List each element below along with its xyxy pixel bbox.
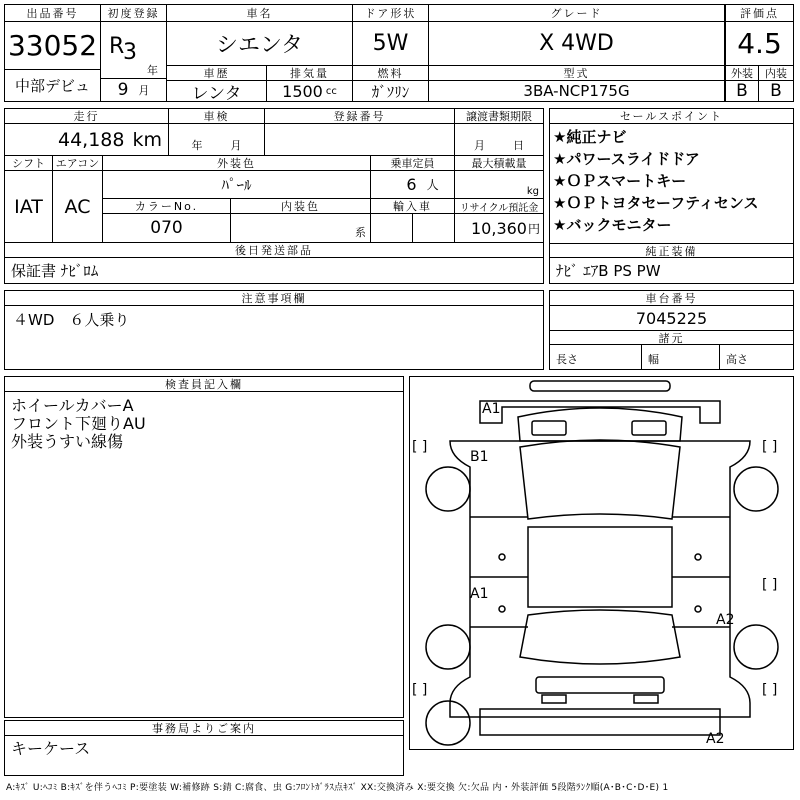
interior-color-label: 内装色 [231, 199, 371, 214]
inspection-year-unit: 年 [191, 139, 203, 152]
shift-label: シフト [5, 156, 53, 171]
load-label: 最大積載量 [455, 156, 543, 171]
score-value: 4.5 [725, 22, 793, 66]
displacement-unit: cc [325, 85, 337, 97]
color-no-label: カラーNo. [103, 199, 231, 214]
import-label: 輸入車 [371, 199, 455, 214]
headlight-left-shape [532, 421, 566, 435]
notes-block [4, 290, 544, 370]
model: 3BA-NCP175G [429, 81, 725, 101]
inspector-block [4, 376, 404, 718]
recycle-unit: 円 [527, 221, 540, 236]
displacement: 1500 [282, 81, 323, 101]
ac-label: エアコン [53, 156, 103, 171]
transfer-month-unit: 月 [474, 139, 485, 152]
interior-score: B [770, 81, 782, 101]
capacity: 6 [406, 175, 417, 194]
grade-label: グレード [429, 5, 725, 22]
first-reg-label: 初度登録 [101, 5, 167, 22]
door-handle-shape [695, 606, 701, 612]
wheel-front-left-shape [426, 467, 470, 511]
history-label: 車歴 [167, 66, 267, 81]
exterior-label: 外装 [725, 66, 759, 81]
capacity-unit: 人 [426, 178, 439, 192]
first-reg-year-cell [101, 22, 167, 78]
displacement-cell [267, 81, 353, 101]
office-label: 事務局よりご案内 [5, 721, 403, 736]
sales-point: ★ＯＰスマートキー [553, 172, 687, 190]
damage-mark-a1-top: A1 [482, 401, 501, 417]
details-block [4, 108, 544, 284]
wheel-rear-left-shape [426, 625, 470, 669]
width-label: 幅 [642, 345, 720, 369]
inspector-line: 外装うすい線傷 [11, 432, 124, 451]
reg-month: 9 [117, 80, 129, 100]
recycle-cell [455, 214, 543, 243]
door-label: ドア形状 [353, 5, 429, 22]
interior-color-unit: 系 [355, 226, 366, 239]
import-cell-b [413, 214, 455, 243]
office-text: キーケース [11, 739, 91, 758]
era: R [109, 34, 125, 59]
bracket-rear-left: [ ] [412, 682, 428, 698]
notes-label: 注意事項欄 [5, 291, 543, 306]
headlight-right-shape [632, 421, 666, 435]
front-bumper-shape [530, 381, 670, 391]
wheel-front-right-shape [734, 467, 778, 511]
damage-mark-a2-right: A2 [716, 612, 735, 628]
length-label: 長さ [550, 345, 642, 369]
month-unit: 月 [138, 84, 150, 97]
mileage-label: 走行 [5, 109, 169, 124]
office-block [4, 720, 404, 776]
hood-shape [480, 401, 720, 423]
model-label: 型式 [429, 66, 725, 81]
venue: 中部デビュ [5, 70, 101, 101]
car-damage-diagram [409, 376, 794, 750]
car-name-label: 車名 [167, 5, 353, 22]
height-label: 高さ [726, 353, 748, 366]
spare-wheel-shape [426, 701, 470, 745]
transfer-day-unit: 日 [513, 139, 524, 152]
color-label: 外装色 [103, 156, 371, 171]
later-parts-label: 後日発送部品 [5, 243, 543, 258]
bracket-front-right: [ ] [762, 439, 778, 455]
sales-point: ★純正ナビ [553, 128, 627, 146]
history: レンタ [167, 81, 267, 101]
front-glass-shape [518, 408, 682, 441]
exterior-color: ﾊﾟｰﾙ [103, 171, 371, 199]
rear-glass-shape [520, 610, 680, 664]
reg-year: 3 [123, 40, 137, 65]
chassis-label: 車台番号 [550, 291, 793, 306]
import-cell-a [371, 214, 413, 243]
sales-point: ★パワースライドドア [553, 150, 700, 168]
load-unit: kg [526, 186, 539, 197]
score-label: 評価点 [725, 5, 793, 22]
recycle-deposit: 10,360 [471, 218, 527, 238]
interior-label: 内装 [759, 66, 793, 81]
inspection-cell [169, 124, 265, 156]
sales-block [549, 108, 794, 284]
damage-mark-b1: B1 [470, 449, 489, 465]
inspector-line: フロント下廻りAU [11, 414, 146, 433]
recycle-label: リサイクル預託金 [455, 199, 543, 214]
interior-color-cell [231, 214, 371, 243]
dims-label: 諸元 [550, 331, 793, 345]
later-parts: 保証書 ﾅﾋﾞﾛﾑ [11, 262, 99, 280]
capacity-label: 乗車定員 [371, 156, 455, 171]
taillight-left-shape [542, 695, 566, 703]
body-outline-shape [450, 441, 750, 717]
plate-label: 登録番号 [265, 109, 455, 124]
inspector-line: ホイールカバーA [11, 396, 134, 415]
door-handle-shape [695, 554, 701, 560]
load-cell [455, 171, 543, 199]
tail-shape [536, 677, 664, 693]
rear-bumper-shape [480, 709, 720, 735]
color-number: 070 [103, 214, 231, 243]
sales-points-label: セールスポイント [550, 109, 793, 124]
ac: AC [53, 171, 103, 243]
bracket-front-left: [ ] [412, 439, 428, 455]
windshield-shape [520, 440, 680, 519]
chassis-number: 7045225 [550, 306, 793, 331]
damage-mark-a1-mid: A1 [470, 586, 489, 602]
mileage-unit: km [132, 128, 162, 151]
transfer-cell [455, 124, 543, 156]
grade: X 4WD [429, 22, 725, 66]
fuel: ｶﾞｿﾘﾝ [353, 81, 429, 101]
genuine-equipment: ﾅﾋﾞ ｴｱB PS PW [556, 262, 661, 280]
fuel-label: 燃料 [353, 66, 429, 81]
door-type: 5W [353, 22, 429, 66]
door-handle-shape [499, 606, 505, 612]
header-block [4, 4, 794, 102]
bracket-rear-right: [ ] [762, 682, 778, 698]
shift: IAT [5, 171, 53, 243]
mileage: 44,188 [58, 128, 125, 151]
exterior-score: B [725, 81, 759, 101]
door-handle-shape [499, 554, 505, 560]
lot-label: 出品番号 [5, 5, 101, 22]
taillight-right-shape [634, 695, 658, 703]
damage-mark-a2-bottom: A2 [706, 731, 725, 747]
sales-point: ★バックモニター [553, 216, 672, 234]
displacement-label: 排気量 [267, 66, 353, 81]
sales-point: ★ＯＰトヨタセーフティセンス [553, 194, 759, 212]
roof-shape [528, 527, 672, 607]
capacity-cell [371, 171, 455, 199]
mileage-cell [5, 124, 169, 156]
car-name: シエンタ [167, 22, 353, 66]
first-reg-month-cell [101, 78, 167, 101]
year-unit: 年 [147, 64, 158, 77]
inspection-label: 車検 [169, 109, 265, 124]
inspection-month-unit: 月 [230, 139, 242, 152]
transfer-label: 譲渡書類期限 [455, 109, 543, 124]
legend-footer: A:ｷｽﾞ U:ﾍｺﾐ B:ｷｽﾞを伴うﾍｺﾐ P:要塗装 W:補修跡 S:錆 C:腐食、虫 G:ﾌﾛﾝﾄｶﾞﾗｽ点ｷｽﾞ XX:交換済み X:要交換 欠:欠品 内・外装評価 5段階ﾗﾝｸ順(A･B･C･D･E) 1 [6, 783, 669, 793]
inspector-label: 検査員記入欄 [5, 377, 403, 392]
chassis-block [549, 290, 794, 370]
genuine-equipment-label: 純正装備 [550, 243, 793, 258]
lot-number: 33052 [5, 22, 101, 70]
car-outline-svg [410, 377, 793, 749]
notes-text: ４WD ６人乗り [13, 311, 130, 329]
bracket-side-right: [ ] [762, 577, 778, 593]
plate-cell [265, 124, 455, 156]
wheel-rear-right-shape [734, 625, 778, 669]
